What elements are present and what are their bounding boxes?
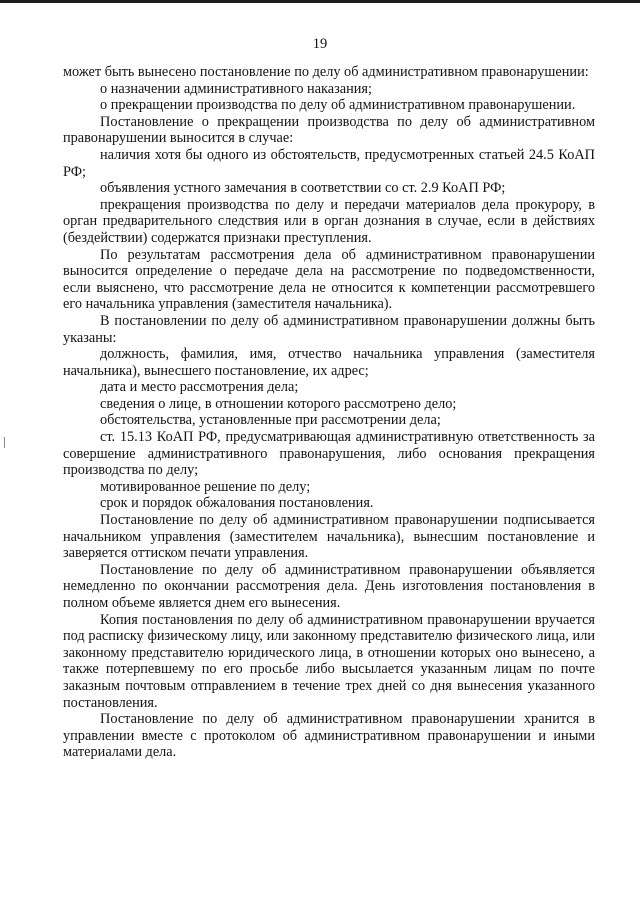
paragraph: сведения о лице, в отношении которого рассмотрено дело; [100,395,457,412]
paragraph: мотивированное решение по делу; [100,478,311,495]
paragraph: Постановление о прекращении производства по делу об административном правонарушении выносится в случае: [63,113,595,147]
paragraph: В постановлении по делу об административном правонарушении должны быть указаны: [63,312,595,346]
page-number: 19 [312,36,328,52]
paragraph: может быть вынесено постановление по делу об административном правонарушении: [63,64,589,80]
document-body [63,64,595,761]
paragraph: По результатам рассмотрения дела об административном правонарушении выносится определение о передаче дела на рассмотрение по подведомственности, если выяснено, что рассмотрение дела не относится к компетенции рассмотревшего его начальника управления (заместителя начальника). [63,246,595,313]
paragraph: Постановление по делу об административном правонарушении хранится в управлении вместе с протоколом об административном правонарушении и иными материалами дела. [63,711,595,761]
scan-artifact-mark [4,437,5,448]
paragraph: о назначении административного наказания; [100,80,372,97]
paragraph: ст. 15.13 КоАП РФ, предусматривающая административную ответственность за совершение административного правонарушения, либо основания прекращения производства по делу; [63,429,595,479]
paragraph: наличия хотя бы одного из обстоятельств, предусмотренных статьей 24.5 КоАП РФ; [63,146,595,180]
paragraph: Постановление по делу об административном правонарушении подписывается начальником управления (заместителем начальника), вынесшим постановление и заверяется оттиском печати управления. [63,512,595,562]
paragraph: должность, фамилия, имя, отчество начальника управления (заместителя начальника), вынесшего постановление, их адрес; [63,346,595,379]
paragraph: о прекращении производства по делу об административном правонарушении. [100,97,576,114]
paragraph: объявления устного замечания в соответствии со ст. 2.9 КоАП РФ; [100,180,506,197]
paragraph: прекращения производства по делу и передачи материалов дела прокурору, в орган предварительного следствия или в орган дознания в случае, если в действиях (бездействии) содержатся признаки преступления. [63,196,595,246]
paragraph: срок и порядок обжалования постановления. [100,495,374,512]
paragraph: обстоятельства, установленные при рассмотрении дела; [100,412,441,429]
paragraph: дата и место рассмотрения дела; [100,379,299,396]
scan-top-edge [0,0,640,3]
paragraph: Копия постановления по делу об административном правонарушении вручается под расписку физическому лицу, или законному представителю физического лица, или законному представителю юридического лица, в отношении которых оно вынесено, а также потерпевшему по его просьбе либо высылается указанным лицам по почте заказным почтовым отправлением в течение трех дней со дня вынесения указанного постановления. [63,611,595,711]
paragraph: Постановление по делу об административном правонарушении объявляется немедленно по окончании рассмотрения дела. День изготовления постановления в полном объеме является днем его вынесения. [63,561,595,611]
